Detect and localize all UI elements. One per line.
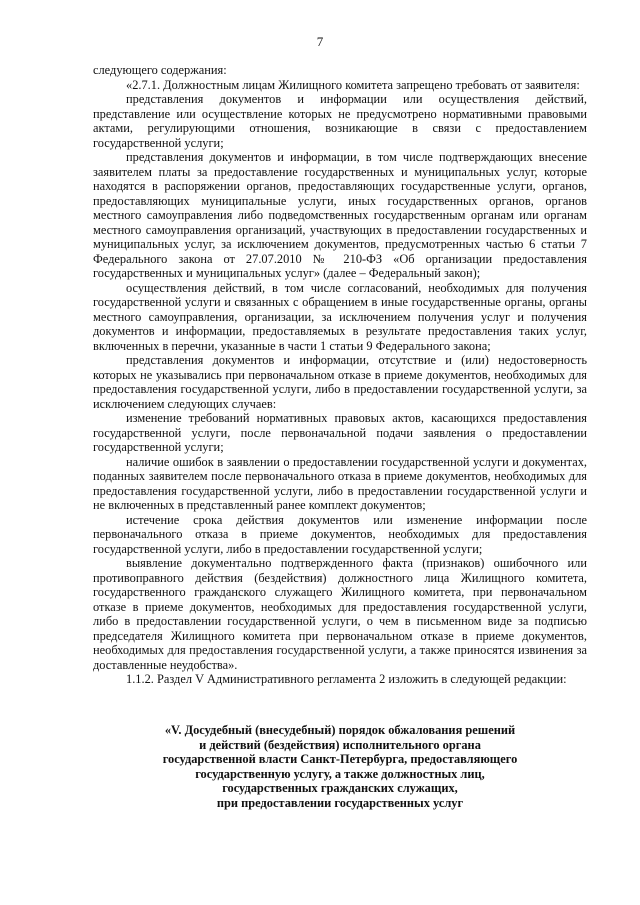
- heading-line: государственных гражданских служащих,: [222, 781, 458, 795]
- paragraph-intro: следующего содержания:: [93, 63, 227, 77]
- document-body: [93, 63, 587, 687]
- paragraph-item-2: представления документов и информации, в том числе подтверждающих внесение заявителем платы за предоставление государственных и муниципальных услуг, которые находятся в распоряжении органов, предоставляющих государственные услуги, органов, предоставляющих муниципальные услуги, иных государственных органов, органов местного самоуправления либо подведомственных государственным органам или органам местного самоуправления организаций, участвующих в предоставлении государственных и муниципальных услуг, за исключением документов, предусмотренных частью 6 статьи 7 Федерального закона от 27.07.2010 № 210-ФЗ «Об организации предоставления государственных и муниципальных услуг» (далее – Федеральный закон);: [93, 150, 587, 280]
- heading-line: «V. Досудебный (внесудебный) порядок обжалования решений: [164, 723, 516, 737]
- paragraph-clause-1-1-2: 1.1.2. Раздел V Административного регламента 2 изложить в следующей редакции:: [126, 672, 567, 686]
- paragraph-case-3: истечение срока действия документов или изменение информации после первоначального отказа в приеме документов, необходимых для предоставления государственной услуги, либо в предоставлении государственной услуги;: [93, 512, 587, 556]
- heading-line: и действий (бездействия) исполнительного органа: [199, 737, 481, 752]
- page-number: 7: [316, 34, 324, 49]
- paragraph-clause-2-7-1: «2.7.1. Должностным лицам Жилищного комитета запрещено требовать от заявителя:: [126, 77, 580, 92]
- paragraph-case-1: изменение требований нормативных правовых актов, касающихся предоставления государственной услуги, после первоначальной подачи заявления о предоставлении государственной услуги;: [93, 411, 587, 454]
- paragraph-item-1: представления документов и информации или осуществления действий, представление или осуществление которых не предусмотрено нормативными правовыми актами, регулирующими отношения, возникающие в связи с предоставлением государственной услуги;: [93, 92, 587, 150]
- heading-line: государственную услугу, а также должностных лиц,: [195, 766, 485, 781]
- heading-line: при предоставлении государственных услуг: [216, 795, 464, 810]
- section-heading: [93, 723, 587, 810]
- paragraph-item-3: осуществления действий, в том числе согласований, необходимых для получения государственной услуги и связанных с обращением в иные государственные органы, органы местного самоуправления, организации, за исключением получения услуг и получения документов и информации, предоставляемых в результате предоставления таких услуг, включенных в перечни, указанные в части 1 статьи 9 Федерального закона;: [93, 280, 587, 353]
- paragraph-case-2: наличие ошибок в заявлении о предоставлении государственной услуги и документах, поданных заявителем после первоначального отказа в приеме документов, необходимых для предоставления государственной услуги, либо в предоставлении государственной услуги и не включенных в представленный ранее комплект документов;: [93, 454, 587, 512]
- heading-line: государственной власти Санкт-Петербурга, предоставляющего: [162, 752, 518, 766]
- paragraph-item-4: представления документов и информации, отсутствие и (или) недостоверность которых не указывались при первоначальном отказе в приеме документов, необходимых для предоставления государственной услуги, либо в предоставлении государственной услуги, за исключением следующих случаев:: [93, 353, 587, 411]
- paragraph-case-4: выявление документально подтвержденного факта (признаков) ошибочного или противоправного действия (бездействия) должностного лица Жилищного комитета, государственного гражданского служащего Жилищного комитета, при первоначальном отказе в приеме документов, необходимых для предоставления государственной услуги, либо в предоставлении государственной услуги, о чем в письменном виде за подписью председателя Жилищного комитета при первоначальном отказе в приеме документов, необходимых для предоставления государственной услуги, а также приносятся извинения за доставленные неудобства».: [93, 556, 587, 672]
